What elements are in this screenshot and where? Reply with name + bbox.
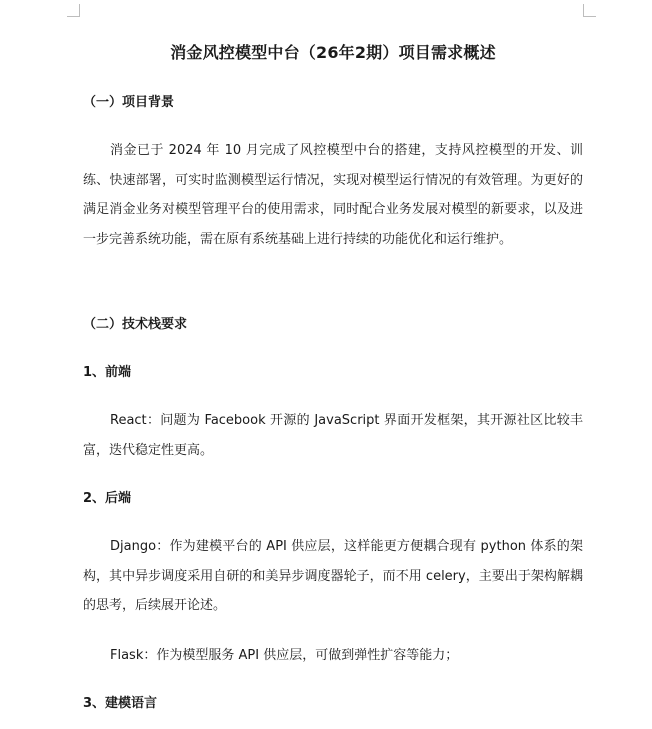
document-title: 消金风控模型中台（26年2期）项目需求概述 — [170, 43, 496, 62]
subheading-backend: 2、后端 — [83, 491, 132, 506]
section-heading-background: （一）项目背景 — [83, 95, 175, 110]
crop-mark-top-left — [67, 4, 80, 17]
document-body — [83, 36, 583, 711]
frontend-paragraph: React：问题为 Facebook 开源的 JavaScript 界面开发框架，其开源社区比较丰富，迭代稳定性更高。 — [83, 413, 583, 458]
backend-flask-paragraph: Flask：作为模型服务 API 供应层，可做到弹性扩容等能力； — [110, 648, 459, 663]
subheading-frontend: 1、前端 — [83, 365, 132, 380]
subheading-modeling-language: 3、建模语言 — [83, 696, 158, 711]
crop-mark-top-right — [583, 4, 596, 17]
background-paragraph: 消金已于 2024 年 10 月完成了风控模型中台的搭建，支持风控模型的开发、训练、快速部署，可实时监测模型运行情况，实现对模型运行情况的有效管理。为更好的满足消金业务对模型管理平台的使用需求，同时配合业务发展对模型的新要求，以及进一步完善系统功能，需在原有系统基础上进行持续的功能优化和运行维护。 — [83, 143, 583, 247]
backend-django-paragraph: Django：作为建模平台的 API 供应层，这样能更方便耦合现有 python 体系的架构，其中异步调度采用自研的和美异步调度器轮子，而不用 celery，主要出于架构解耦的思考，后续展开论述。 — [83, 539, 583, 613]
section-heading-tech-stack: （二）技术栈要求 — [83, 317, 188, 332]
